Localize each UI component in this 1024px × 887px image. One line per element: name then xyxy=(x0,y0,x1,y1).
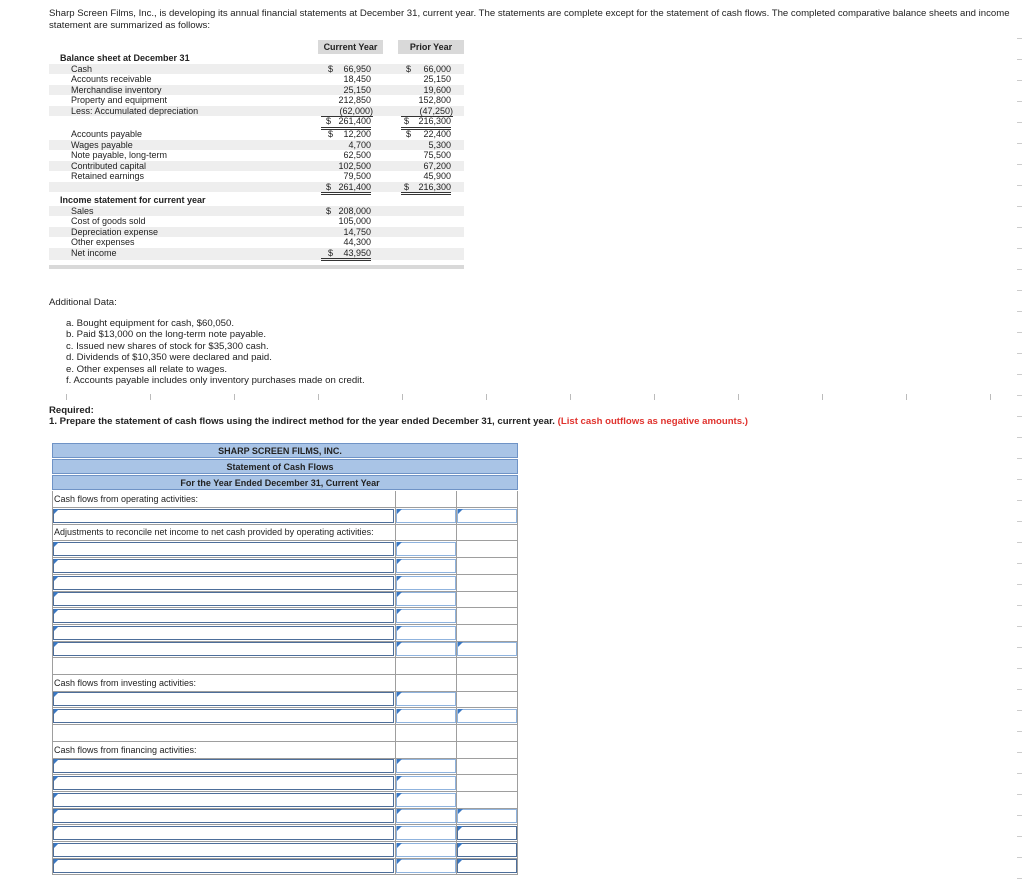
dropdown-marker-icon xyxy=(397,509,402,514)
scroll-edge-marks xyxy=(1016,0,1022,887)
dollar-sign: $ xyxy=(328,247,334,258)
dropdown-marker-icon xyxy=(54,759,59,764)
dropdown-marker-icon xyxy=(54,793,59,798)
row-label: Depreciation expense xyxy=(71,226,159,237)
amount-input[interactable] xyxy=(396,776,456,790)
total-assets-current: 261,400 xyxy=(321,116,371,130)
value-current: 12,200 xyxy=(343,129,371,139)
row-label: Cost of goods sold xyxy=(71,216,146,226)
total-assets-prior: 216,300 xyxy=(401,116,451,130)
adjustments-label: Adjustments to reconcile net income to net cash provided by operating activities: xyxy=(54,527,374,538)
net-income-value: 43,950 xyxy=(321,248,371,262)
entry-row xyxy=(52,541,518,558)
dollar-sign: $ xyxy=(326,116,332,126)
amount-input[interactable] xyxy=(396,509,456,523)
dropdown-marker-icon xyxy=(54,826,59,831)
entry-row xyxy=(52,758,518,775)
row-label: Property and equipment xyxy=(71,95,168,105)
dropdown-marker-icon xyxy=(54,859,59,864)
value-current: 212,850 xyxy=(338,95,371,105)
statement-period: For the Year Ended December 31, Current Year xyxy=(180,478,380,488)
entry-row xyxy=(52,792,518,809)
financial-statements-table xyxy=(49,40,464,265)
value-prior: 19,600 xyxy=(423,84,451,95)
dropdown-marker-icon xyxy=(397,826,402,831)
table-row xyxy=(49,227,464,238)
row-label: Sales xyxy=(71,205,94,216)
amount-input[interactable] xyxy=(396,759,456,773)
net-investing-total-row xyxy=(52,708,518,725)
dropdown-marker-icon xyxy=(54,559,59,564)
dropdown-marker-icon xyxy=(54,626,59,631)
header-current-year: Current Year xyxy=(318,40,383,54)
dropdown-marker-icon xyxy=(54,642,59,647)
dropdown-marker-icon xyxy=(397,559,402,564)
total-input[interactable] xyxy=(457,642,517,656)
dropdown-marker-icon xyxy=(54,609,59,614)
dropdown-marker-icon xyxy=(458,843,463,848)
amount-input[interactable] xyxy=(396,793,456,807)
table-row xyxy=(49,95,464,106)
operating-activities-label: Cash flows from operating activities: xyxy=(54,494,199,504)
value-prior: 152,800 xyxy=(418,95,451,105)
dollar-sign: $ xyxy=(326,205,332,216)
dropdown-marker-icon xyxy=(54,843,59,848)
value-current: 66,950 xyxy=(343,63,371,74)
dropdown-marker-icon xyxy=(54,692,59,697)
table-row xyxy=(49,206,464,217)
value-current: 25,150 xyxy=(343,84,371,95)
dropdown-marker-icon xyxy=(397,592,402,597)
amount-input[interactable] xyxy=(396,692,456,706)
line-item-label-input[interactable] xyxy=(53,509,394,523)
value-prior: 22,400 xyxy=(423,129,451,139)
financing-activities-label: Cash flows from financing activities: xyxy=(54,744,197,755)
amount-input[interactable] xyxy=(396,709,456,723)
dropdown-marker-icon xyxy=(54,509,59,514)
table-row xyxy=(49,171,464,182)
dropdown-marker-icon xyxy=(54,576,59,581)
line-item-label-input[interactable] xyxy=(53,809,394,823)
dropdown-marker-icon xyxy=(54,542,59,547)
line-item-label-input[interactable] xyxy=(53,793,394,807)
line-item-label-input[interactable] xyxy=(53,776,394,790)
dollar-sign: $ xyxy=(326,181,332,192)
line-item-label-input[interactable] xyxy=(53,709,394,723)
dropdown-marker-icon xyxy=(458,642,463,647)
line-item-label-input[interactable] xyxy=(53,759,394,773)
worksheet-company xyxy=(52,443,518,458)
table-row xyxy=(49,182,464,193)
value-prior: 66,000 xyxy=(423,63,451,74)
additional-data-title: Additional Data: xyxy=(49,297,117,308)
problem-intro: Sharp Screen Films, Inc., is developing its annual financial statements at December 31, current year. The statements are complete except for the statement of cash flows. The completed comparative balance sheets and income statement are summarized as follows: xyxy=(49,8,1010,31)
row-label: Note payable, long-term xyxy=(71,150,168,160)
line-item-label-input[interactable] xyxy=(53,626,394,640)
amount-input[interactable] xyxy=(396,542,456,556)
value-current: 208,000 xyxy=(338,205,371,216)
entry-row xyxy=(52,691,518,708)
amount-input[interactable] xyxy=(396,843,456,857)
table-row xyxy=(49,161,464,172)
table-bottom-bar xyxy=(49,265,464,269)
list-item: f. Accounts payable includes only inventory purchases made on credit. xyxy=(66,375,365,387)
cash-flow-worksheet xyxy=(52,443,518,875)
amount-input[interactable] xyxy=(396,859,456,873)
total-input[interactable] xyxy=(457,843,517,857)
table-row xyxy=(49,248,464,260)
dropdown-marker-icon xyxy=(397,542,402,547)
blank-row xyxy=(52,725,518,742)
worksheet-statement xyxy=(52,459,518,474)
divider-ticks xyxy=(66,394,1016,400)
amount-input[interactable] xyxy=(396,826,456,840)
line-item-label-input[interactable] xyxy=(53,826,394,840)
value-prior: 45,900 xyxy=(401,171,451,183)
dropdown-marker-icon xyxy=(397,843,402,848)
balance-sheet-title: Balance sheet at December 31 xyxy=(60,53,190,63)
dollar-sign: $ xyxy=(404,181,410,192)
row-label: Other expenses xyxy=(71,237,135,247)
amount-input[interactable] xyxy=(396,626,456,640)
dropdown-marker-icon xyxy=(397,609,402,614)
investing-activities-label xyxy=(52,675,518,692)
total-input[interactable] xyxy=(457,826,517,840)
entry-row xyxy=(52,575,518,592)
table-row xyxy=(49,116,464,127)
company-name: SHARP SCREEN FILMS, INC. xyxy=(218,446,342,456)
statement-name: Statement of Cash Flows xyxy=(226,462,334,472)
row-label: Accounts payable xyxy=(71,129,143,139)
table-row xyxy=(49,85,464,96)
entry-row xyxy=(52,591,518,608)
dropdown-marker-icon xyxy=(458,509,463,514)
dollar-sign: $ xyxy=(406,63,412,74)
entry-row xyxy=(52,625,518,642)
additional-data-list xyxy=(66,318,365,386)
row-label: Net income xyxy=(71,247,117,258)
dollar-sign: $ xyxy=(404,116,410,126)
amount-input[interactable] xyxy=(396,592,456,606)
required-text: 1. Prepare the statement of cash flows using the indirect method for the year ended December 31, current year. xyxy=(49,416,555,428)
dropdown-marker-icon xyxy=(397,859,402,864)
cash-beginning-row xyxy=(52,842,518,859)
dropdown-marker-icon xyxy=(397,692,402,697)
line-item-label-input[interactable] xyxy=(53,609,394,623)
value-current: 102,500 xyxy=(338,160,371,171)
value-current: 4,700 xyxy=(348,139,371,150)
required-note: (List cash outflows as negative amounts.) xyxy=(557,416,748,428)
line-item-label-input[interactable] xyxy=(53,642,394,656)
list-item: c. Issued new shares of stock for $35,300 cash. xyxy=(66,340,269,352)
value-current: (62,000) xyxy=(321,106,373,118)
dropdown-marker-icon xyxy=(397,809,402,814)
worksheet-period xyxy=(52,475,518,490)
balance-sheet-title-row xyxy=(49,53,464,64)
header-prior-year: Prior Year xyxy=(398,40,464,54)
row-label: Merchandise inventory xyxy=(71,84,162,95)
entry-row xyxy=(52,775,518,792)
net-income-row xyxy=(52,508,518,525)
table-row xyxy=(49,140,464,151)
net-financing-total-row xyxy=(52,808,518,825)
amount-input[interactable] xyxy=(396,576,456,590)
dropdown-marker-icon xyxy=(397,576,402,581)
total-input[interactable] xyxy=(457,809,517,823)
net-operating-total-row xyxy=(52,641,518,658)
dropdown-marker-icon xyxy=(397,642,402,647)
value-current: 18,450 xyxy=(343,74,371,84)
table-row xyxy=(49,74,464,85)
total-liabilities-equity-prior: 216,300 xyxy=(401,182,451,196)
total-input[interactable] xyxy=(457,509,517,523)
dropdown-marker-icon xyxy=(54,776,59,781)
net-change-cash-row xyxy=(52,825,518,842)
income-statement-title-row xyxy=(49,195,464,206)
value-prior: 25,150 xyxy=(423,74,451,84)
row-label: Cash xyxy=(71,63,93,74)
line-item-label-input[interactable] xyxy=(53,542,394,556)
adjustments-label xyxy=(52,524,518,541)
list-item: d. Dividends of $10,350 were declared and paid. xyxy=(66,352,272,364)
list-item: e. Other expenses all relate to wages. xyxy=(66,363,228,375)
required-section xyxy=(49,405,748,428)
amount-input[interactable] xyxy=(396,809,456,823)
dropdown-marker-icon xyxy=(458,809,463,814)
entry-row xyxy=(52,608,518,625)
dropdown-marker-icon xyxy=(397,759,402,764)
income-statement-title: Income statement for current year xyxy=(60,195,206,205)
amount-input[interactable] xyxy=(396,559,456,573)
table-row xyxy=(49,106,464,117)
dropdown-marker-icon xyxy=(54,809,59,814)
financing-activities-label xyxy=(52,742,518,759)
dollar-sign: $ xyxy=(328,63,334,74)
blank-row xyxy=(52,658,518,675)
table-row xyxy=(49,216,464,227)
dropdown-marker-icon xyxy=(458,859,463,864)
total-input[interactable] xyxy=(457,859,517,873)
value-current: 62,500 xyxy=(343,150,371,160)
line-item-label-input[interactable] xyxy=(53,559,394,573)
list-item: a. Bought equipment for cash, $60,050. xyxy=(66,318,235,329)
value-prior: 67,200 xyxy=(423,160,451,171)
dropdown-marker-icon xyxy=(54,709,59,714)
line-item-label-input[interactable] xyxy=(53,843,394,857)
dropdown-marker-icon xyxy=(397,626,402,631)
dollar-sign: $ xyxy=(406,129,412,139)
dropdown-marker-icon xyxy=(397,709,402,714)
investing-activities-label: Cash flows from investing activities: xyxy=(54,677,197,688)
required-title: Required: xyxy=(49,405,94,416)
row-label: Less: Accumulated depreciation xyxy=(71,105,199,116)
line-item-label-input[interactable] xyxy=(53,859,394,873)
cash-ending-row xyxy=(52,858,518,875)
operating-activities-label xyxy=(52,491,518,508)
value-current: 14,750 xyxy=(343,226,371,237)
table-row xyxy=(49,150,464,161)
dropdown-marker-icon xyxy=(54,592,59,597)
total-input[interactable] xyxy=(457,709,517,723)
table-row xyxy=(49,129,464,140)
value-current: 105,000 xyxy=(338,216,371,226)
line-item-label-input[interactable] xyxy=(53,692,394,706)
row-label: Wages payable xyxy=(71,139,133,150)
amount-input[interactable] xyxy=(396,609,456,623)
dropdown-marker-icon xyxy=(458,709,463,714)
row-label: Accounts receivable xyxy=(71,74,152,84)
line-item-label-input[interactable] xyxy=(53,592,394,606)
value-prior: (47,250) xyxy=(401,106,453,118)
table-row xyxy=(49,237,464,248)
table-row xyxy=(49,64,464,75)
dropdown-marker-icon xyxy=(397,776,402,781)
dropdown-marker-icon xyxy=(458,826,463,831)
list-item: b. Paid $13,000 on the long-term note payable. xyxy=(66,329,267,341)
total-liabilities-equity-current: 261,400 xyxy=(321,182,371,196)
row-label: Retained earnings xyxy=(71,171,145,181)
value-prior: 75,500 xyxy=(423,150,451,160)
entry-row xyxy=(52,558,518,575)
value-prior: 5,300 xyxy=(428,139,451,150)
amount-input[interactable] xyxy=(396,642,456,656)
value-current: 79,500 xyxy=(321,171,371,183)
line-item-label-input[interactable] xyxy=(53,576,394,590)
row-label: Contributed capital xyxy=(71,160,147,171)
value-current: 44,300 xyxy=(321,237,371,249)
dollar-sign: $ xyxy=(328,129,334,139)
dropdown-marker-icon xyxy=(397,793,402,798)
